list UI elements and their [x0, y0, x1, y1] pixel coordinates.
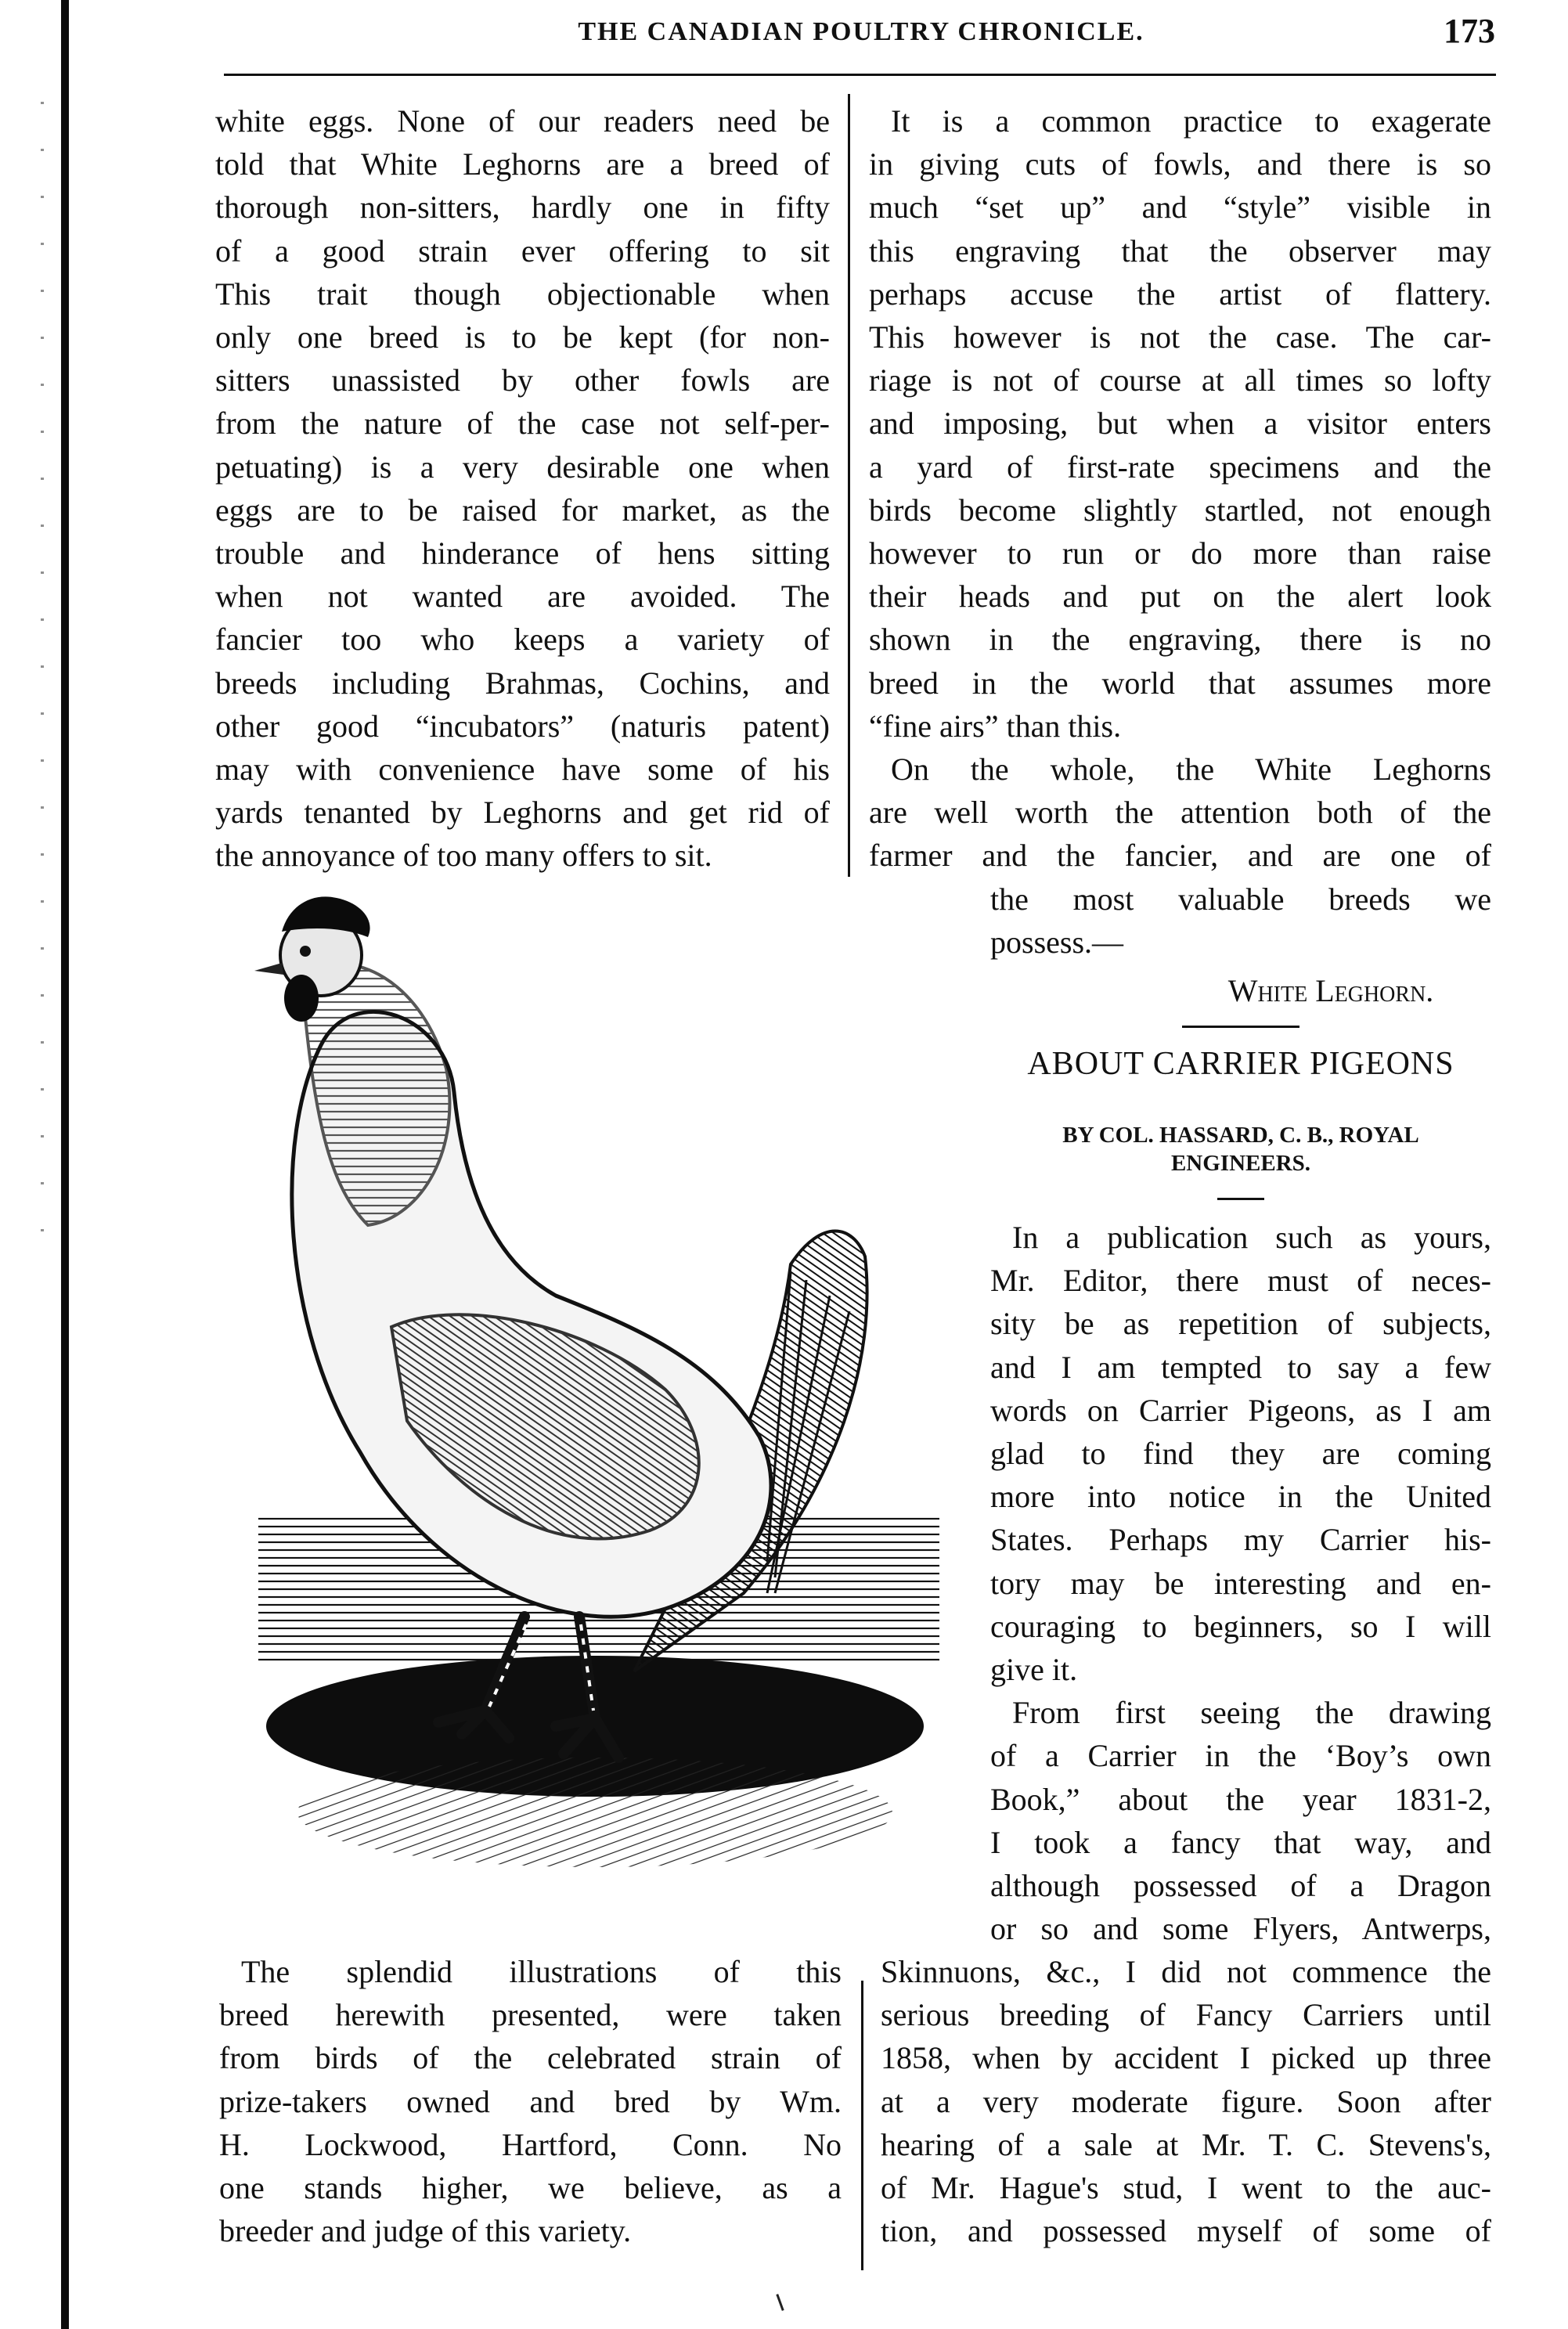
text-line: the annoyance of too many offers to sit. [215, 838, 712, 874]
text-line: told that White Leghorns are a breed of [215, 146, 830, 182]
text-line: at a very moderate figure. Soon after [881, 2083, 1491, 2119]
text-line: prize-takers owned and bred by Wm. [219, 2083, 842, 2119]
scan-speckle [41, 102, 44, 1276]
text-line: one stands higher, we believe, as a [219, 2170, 842, 2206]
text-line: eggs are to be raised for market, as the [215, 492, 830, 528]
text-line: breeder and judge of this variety. [219, 2213, 632, 2249]
text-line: are well worth the attention both of the [869, 795, 1491, 831]
journal-title: THE CANADIAN POULTRY CHRONICLE. [578, 17, 1144, 46]
text-line: I took a fancy that way, and [990, 1824, 1491, 1860]
text-line: of a good strain ever offering to sit [215, 233, 830, 269]
ground-texture [297, 1758, 892, 1867]
text-line: “fine airs” than this. [869, 708, 1122, 744]
text-line: of Mr. Hague's stud, I went to the auc- [881, 2170, 1491, 2206]
text-line: birds become slightly startled, not enough [869, 492, 1491, 528]
signature [1166, 969, 1495, 1012]
text-line: In a publication such as yours, [1012, 1220, 1491, 1255]
text-line: more into notice in the United [990, 1479, 1491, 1515]
text-line: perhaps accuse the artist of flattery. [869, 276, 1491, 312]
text-line: tory may be interesting and en- [990, 1565, 1491, 1601]
text-line: sity be as repetition of subjects, [990, 1306, 1491, 1342]
section-divider [1182, 1026, 1299, 1028]
text-line: hearing of a sale at Mr. T. C. Stevens's, [881, 2126, 1491, 2162]
text-line: Mr. Editor, there must of neces- [990, 1263, 1491, 1299]
hen-eye [300, 946, 311, 957]
text-line: a yard of first-rate specimens and the [869, 449, 1491, 485]
text-line: trouble and hinderance of hens sitting [215, 535, 830, 571]
text-line: when not wanted are avoided. The [215, 579, 830, 615]
text-line: of a Carrier in the ‘Boy’s own [990, 1738, 1491, 1774]
text-line: may with convenience have some of his [215, 752, 830, 788]
hen-beak [254, 963, 283, 975]
text-line: words on Carrier Pigeons, as I am [990, 1392, 1491, 1428]
text-line: farmer and the fancier, and are one of [869, 838, 1491, 874]
page-edge-rule [61, 0, 69, 2329]
text-line: It is a common practice to exagerate [891, 103, 1491, 139]
text-line: possess.— [990, 925, 1124, 961]
text-line: petuating) is a very desirable one when [215, 449, 830, 485]
stray-mark [776, 2294, 784, 2311]
text-line: Book,” about the year 1831-2, [990, 1781, 1491, 1817]
text-line: the most valuable breeds we [990, 881, 1491, 917]
text-line: The splendid illustrations of this [241, 1954, 842, 1989]
text-line: fancier too who keeps a variety of [215, 622, 830, 658]
hen-wattle [284, 975, 319, 1022]
text-line: 1858, when by accident I picked up three [881, 2040, 1491, 2076]
text-line: shown in the engraving, there is no [869, 622, 1491, 658]
text-line: Skinnuons, &c., I did not commence the [881, 1954, 1491, 1989]
right-column-text [869, 99, 1491, 878]
text-line: breed herewith presented, were taken [219, 1997, 842, 2033]
byline-rule [1217, 1198, 1264, 1200]
text-line: in giving cuts of fowls, and there is so [869, 146, 1491, 182]
text-line: much “set up” and “style” visible in [869, 189, 1491, 225]
text-line: tion, and possessed myself of some of [881, 2213, 1491, 2249]
text-line: sitters unassisted by other fowls are [215, 362, 830, 398]
text-line: although possessed of a Dragon [990, 1868, 1491, 1904]
text-line: States. Perhaps my Carrier his- [990, 1522, 1491, 1558]
article-body-wide [881, 1950, 1491, 2252]
text-line: other good “incubators” (naturis patent) [215, 708, 830, 744]
text-line: and imposing, but when a visitor enters [869, 406, 1491, 442]
text-line: white eggs. None of our readers need be [215, 103, 830, 139]
article-body-narrow [990, 1216, 1491, 1950]
text-line: riage is not of course at all times so lofty [869, 362, 1491, 398]
text-line: H. Lockwood, Hartford, Conn. No [219, 2126, 842, 2162]
running-header [227, 11, 1495, 58]
text-line: This trait though objectionable when [215, 276, 830, 312]
column-separator-bottom [861, 1981, 863, 2270]
header-rule [224, 74, 1496, 76]
text-line: thorough non-sitters, hardly one in fifty [215, 189, 830, 225]
text-line: or so and some Flyers, Antwerps, [990, 1911, 1491, 1947]
conclusion-text [990, 878, 1491, 964]
text-line: glad to find they are coming [990, 1436, 1491, 1472]
text-line: breed in the world that assumes more [869, 665, 1491, 701]
text-line: however to run or do more than raise [869, 535, 1491, 571]
text-line: this engraving that the observer may [869, 233, 1491, 269]
leghorn-hen-illustration [227, 889, 959, 1969]
byline-line-1: BY COL. HASSARD, C. B., ROYAL [1062, 1123, 1419, 1148]
text-line: only one breed is to be kept (for non- [215, 319, 830, 355]
text-line: their heads and put on the alert look [869, 579, 1491, 615]
text-line: serious breeding of Fancy Carriers until [881, 1997, 1491, 2033]
text-line: yards tenanted by Leghorns and get rid of [215, 795, 830, 831]
text-line: From first seeing the drawing [1012, 1695, 1491, 1731]
article-heading: ABOUT CARRIER PIGEONS [1027, 1046, 1454, 1082]
text-line: couraging to beginners, so I will [990, 1608, 1491, 1644]
page-number: 173 [1444, 12, 1495, 50]
text-line: give it. [990, 1652, 1078, 1688]
caption-text [219, 1950, 842, 2252]
text-line: from the nature of the case not self-per- [215, 406, 830, 442]
byline-line-2: ENGINEERS. [1170, 1151, 1311, 1176]
text-line: This however is not the case. The car- [869, 319, 1491, 355]
column-separator-top [848, 94, 850, 877]
text-line: On the whole, the White Leghorns [891, 752, 1491, 788]
text-line: from birds of the celebrated strain of [219, 2040, 842, 2076]
author-signature: White Leghorn. [1227, 973, 1434, 1008]
text-line: and I am tempted to say a few [990, 1349, 1491, 1385]
left-column-text [215, 99, 830, 878]
text-line: breeds including Brahmas, Cochins, and [215, 665, 830, 701]
